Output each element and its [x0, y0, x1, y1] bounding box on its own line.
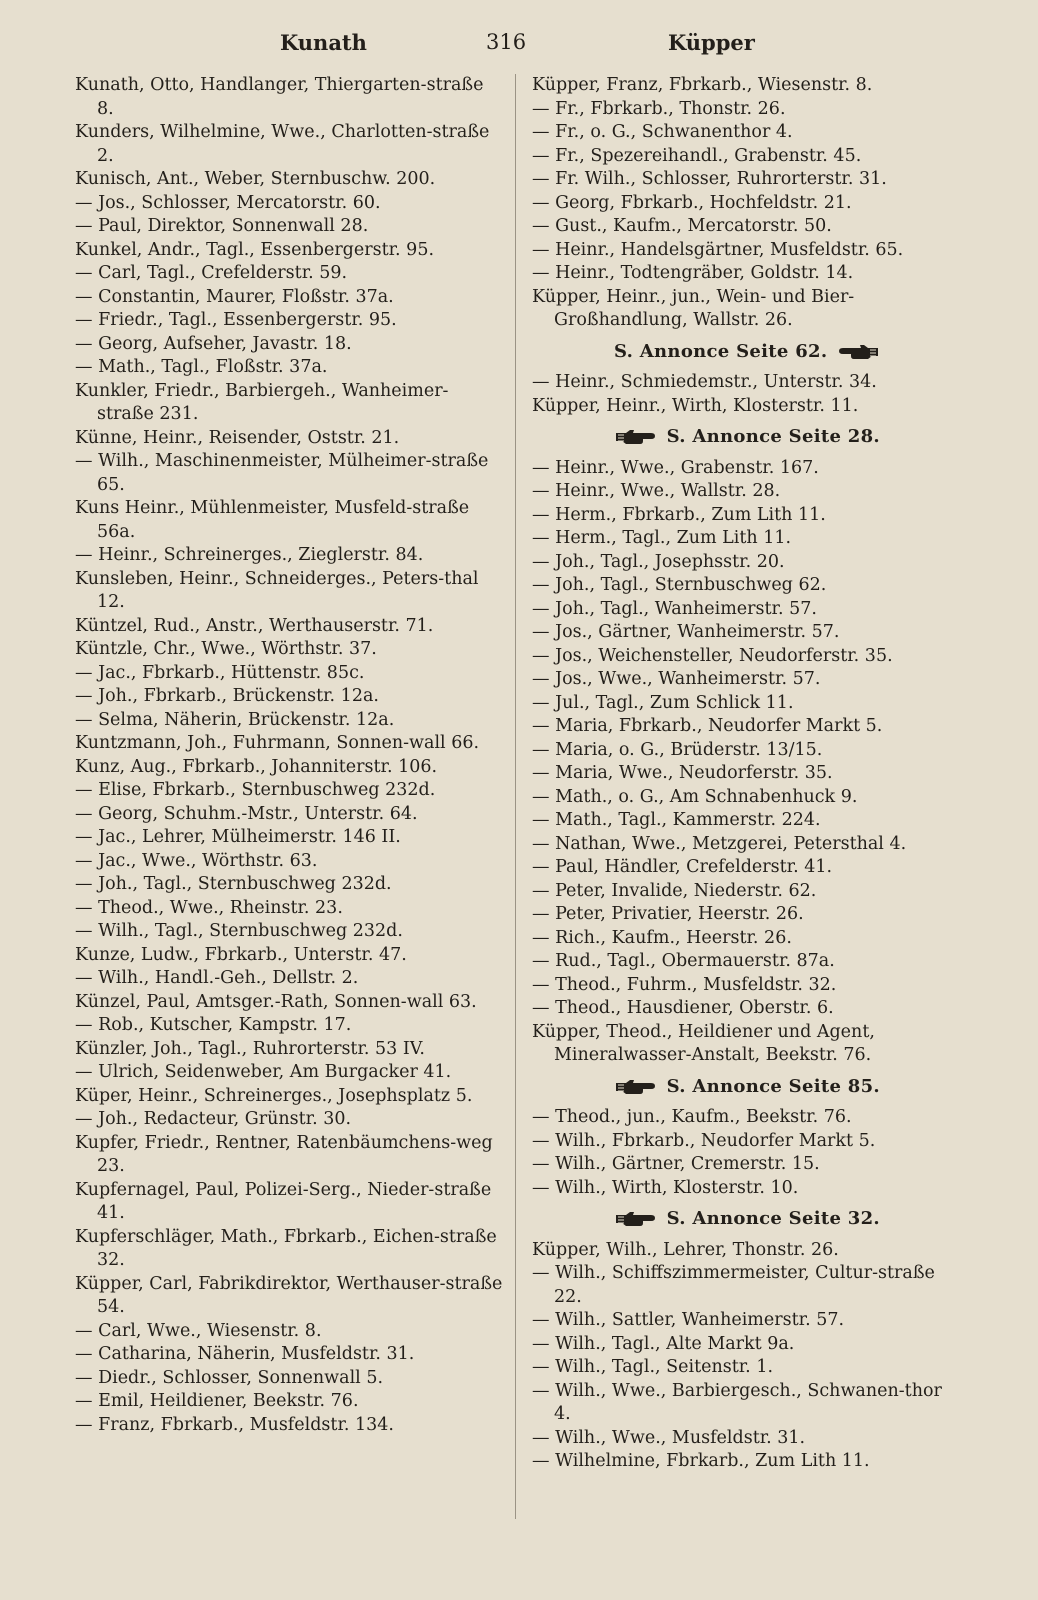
directory-entry: Künzel, Paul, Amtsger.-Rath, Sonnen-wall 63. — [75, 991, 477, 1012]
directory-entry: — Heinr., Schreinerges., Zieglerstr. 84. — [75, 545, 424, 565]
directory-entry: — Franz, Fbrkarb., Musfeldstr. 134. — [75, 1414, 394, 1435]
directory-entry: — Fr., o. G., Schwanenthor 4. — [532, 122, 793, 142]
directory-entry: Kunsleben, Heinr., Schneiderges., Peters-thal 12. — [75, 568, 479, 612]
directory-entry: — Wilh., Schiffszimmermeister, Cultur-straße 22. — [532, 1263, 935, 1307]
annonce-reference — [532, 1075, 962, 1099]
directory-entry: — Jul., Tagl., Zum Schlick 11. — [532, 692, 794, 713]
directory-entry: — Herm., Tagl., Zum Lith 11. — [532, 528, 792, 548]
annonce-reference — [532, 1207, 962, 1231]
directory-entry: Kuntzmann, Joh., Fuhrmann, Sonnen-wall 66. — [75, 733, 480, 753]
directory-entry: — Jos., Gärtner, Wanheimerstr. 57. — [532, 622, 840, 642]
directory-entry: — Theod., Fuhrm., Musfeldstr. 32. — [532, 974, 837, 995]
directory-entry: Kunath, Otto, Handlanger, Thiergarten-straße 8. — [75, 75, 484, 119]
directory-entry: — Theod., Hausdiener, Oberstr. 6. — [532, 998, 834, 1018]
directory-entry: — Gust., Kaufm., Mercatorstr. 50. — [532, 216, 832, 236]
directory-entry: — Carl, Wwe., Wiesenstr. 8. — [75, 1320, 322, 1341]
directory-entry: — Heinr., Schmiedemstr., Unterstr. 34. — [532, 372, 877, 392]
directory-entry: — Heinr., Handelsgärtner, Musfeldstr. 65. — [532, 239, 904, 260]
directory-entry: Küper, Heinr., Schreinerges., Josephsplatz 5. — [75, 1085, 473, 1106]
header-right-name: Küpper — [668, 30, 755, 55]
directory-entry: — Constantin, Maurer, Floßstr. 37a. — [75, 286, 394, 307]
directory-entry: — Rich., Kaufm., Heerstr. 26. — [532, 927, 792, 948]
directory-entry: Kupfer, Friedr., Rentner, Ratenbäumchens-weg 23. — [75, 1132, 493, 1176]
directory-entry: — Heinr., Wwe., Wallstr. 28. — [532, 481, 781, 501]
directory-entry: Küpper, Wilh., Lehrer, Thonstr. 26. — [532, 1239, 839, 1260]
directory-entry: — Nathan, Wwe., Metzgerei, Petersthal 4. — [532, 833, 907, 854]
directory-entry: Küpper, Carl, Fabrikdirektor, Werthauser-straße 54. — [75, 1273, 503, 1317]
directory-entry: — Wilh., Wwe., Musfeldstr. 31. — [532, 1427, 806, 1448]
directory-entry: — Wilh., Tagl., Seitenstr. 1. — [532, 1357, 774, 1377]
annonce-text: S. Annonce Seite 62. — [613, 340, 828, 362]
directory-entry: — Joh., Tagl., Sternbuschweg 62. — [532, 575, 827, 595]
directory-entry: — Wilh., Tagl., Alte Markt 9a. — [532, 1333, 795, 1354]
directory-entry: — Rob., Kutscher, Kampstr. 17. — [75, 1015, 352, 1035]
directory-entry: — Catharina, Näherin, Musfeldstr. 31. — [75, 1344, 415, 1364]
directory-entry: — Wilh., Wwe., Barbiergesch., Schwanen-thor 4. — [532, 1380, 942, 1424]
pointing-hand-icon — [834, 343, 880, 361]
directory-entry: — Jac., Wwe., Wörthstr. 63. — [75, 850, 318, 871]
directory-entry: Küpper, Theod., Heildiener und Agent, Mineralwasser-Anstalt, Beekstr. 76. — [532, 1021, 875, 1065]
directory-entry: — Wilh., Tagl., Sternbuschweg 232d. — [75, 921, 403, 941]
directory-entry: — Elise, Fbrkarb., Sternbuschweg 232d. — [75, 780, 436, 800]
directory-entry: — Theod., Wwe., Rheinstr. 23. — [75, 897, 343, 918]
directory-entry: — Heinr., Wwe., Grabenstr. 167. — [532, 457, 819, 478]
pointing-hand-icon — [614, 1078, 660, 1096]
directory-entry: Kupfernagel, Paul, Polizei-Serg., Nieder-straße 41. — [75, 1179, 492, 1223]
directory-entry: — Heinr., Todtengräber, Goldstr. 14. — [532, 263, 854, 283]
header-left-name: Kunath — [280, 30, 367, 55]
directory-entry: — Ulrich, Seidenweber, Am Burgacker 41. — [75, 1062, 452, 1082]
right-column — [532, 74, 962, 1474]
directory-entry: — Diedr., Schlosser, Sonnenwall 5. — [75, 1367, 384, 1388]
left-column — [75, 74, 505, 1437]
directory-entry: — Wilh., Handl.-Geh., Dellstr. 2. — [75, 968, 359, 988]
directory-entry: — Wilh., Sattler, Wanheimerstr. 57. — [532, 1310, 845, 1330]
directory-entry: Küntzle, Chr., Wwe., Wörthstr. 37. — [75, 639, 377, 659]
page-number: 316 — [486, 30, 527, 54]
directory-entry: — Fr., Fbrkarb., Thonstr. 26. — [532, 98, 786, 119]
page-header — [80, 26, 960, 60]
directory-entry: — Math., Tagl., Kammerstr. 224. — [532, 810, 821, 830]
directory-entry: — Jos., Wwe., Wanheimerstr. 57. — [532, 669, 821, 689]
directory-entry: — Georg, Aufseher, Javastr. 18. — [75, 333, 352, 354]
directory-entry: — Theod., jun., Kaufm., Beekstr. 76. — [532, 1107, 852, 1127]
directory-entry: — Wilh., Gärtner, Cremerstr. 15. — [532, 1154, 820, 1174]
column-divider — [515, 74, 516, 1519]
directory-entry: — Joh., Tagl., Wanheimerstr. 57. — [532, 598, 817, 619]
directory-entry: Kunze, Ludw., Fbrkarb., Unterstr. 47. — [75, 944, 407, 965]
directory-entry: — Joh., Fbrkarb., Brückenstr. 12a. — [75, 686, 379, 706]
directory-entry: — Maria, Fbrkarb., Neudorfer Markt 5. — [532, 716, 883, 736]
directory-entry: — Maria, Wwe., Neudorferstr. 35. — [532, 763, 833, 783]
directory-entry: Küpper, Franz, Fbrkarb., Wiesenstr. 8. — [532, 75, 873, 95]
annonce-text: S. Annonce Seite 85. — [666, 1075, 881, 1097]
directory-entry: — Math., o. G., Am Schnabenhuck 9. — [532, 786, 858, 807]
directory-entry: — Peter, Invalide, Niederstr. 62. — [532, 880, 817, 901]
directory-entry: — Wilh., Fbrkarb., Neudorfer Markt 5. — [532, 1130, 876, 1151]
annonce-reference — [532, 340, 962, 364]
directory-entry: — Georg, Schuhm.-Mstr., Unterstr. 64. — [75, 803, 418, 824]
directory-entry: Kunkler, Friedr., Barbiergeh., Wanheimer-straße 231. — [75, 380, 449, 424]
directory-entry: — Rud., Tagl., Obermauerstr. 87a. — [532, 951, 835, 971]
pointing-hand-icon — [614, 1210, 660, 1228]
annonce-reference — [532, 425, 962, 449]
pointing-hand-icon — [614, 428, 660, 446]
directory-entry: — Georg, Fbrkarb., Hochfeldstr. 21. — [532, 192, 852, 213]
directory-entry: — Joh., Tagl., Sternbuschweg 232d. — [75, 874, 392, 894]
directory-entry: Kuns Heinr., Mühlenmeister, Musfeld-straße 56a. — [75, 498, 470, 542]
directory-entry: — Wilh., Wirth, Klosterstr. 10. — [532, 1177, 799, 1198]
directory-entry: — Joh., Tagl., Josephsstr. 20. — [532, 551, 785, 572]
directory-entry: — Paul, Direktor, Sonnenwall 28. — [75, 216, 369, 236]
directory-entry: — Fr., Spezereihandl., Grabenstr. 45. — [532, 145, 862, 166]
directory-entry: Kunkel, Andr., Tagl., Essenbergerstr. 95. — [75, 239, 435, 260]
directory-entry: — Jac., Fbrkarb., Hüttenstr. 85c. — [75, 662, 365, 683]
directory-entry: — Wilh., Maschinenmeister, Mülheimer-straße 65. — [75, 451, 489, 495]
directory-entry: — Friedr., Tagl., Essenbergerstr. 95. — [75, 310, 397, 330]
directory-entry: — Emil, Heildiener, Beekstr. 76. — [75, 1391, 359, 1411]
directory-entry: — Carl, Tagl., Crefelderstr. 59. — [75, 263, 348, 283]
directory-entry: — Wilhelmine, Fbrkarb., Zum Lith 11. — [532, 1451, 870, 1471]
directory-entry: Kunders, Wilhelmine, Wwe., Charlotten-straße 2. — [75, 122, 490, 166]
directory-entry: — Math., Tagl., Floßstr. 37a. — [75, 357, 328, 377]
directory-entry: Künne, Heinr., Reisender, Oststr. 21. — [75, 427, 400, 448]
annonce-text: S. Annonce Seite 28. — [666, 426, 881, 447]
directory-entry: — Joh., Redacteur, Grünstr. 30. — [75, 1109, 352, 1129]
directory-entry: — Jos., Schlosser, Mercatorstr. 60. — [75, 192, 381, 213]
directory-entry: Küntzel, Rud., Anstr., Werthauserstr. 71. — [75, 615, 434, 636]
directory-entry: — Fr. Wilh., Schlosser, Ruhrorterstr. 31. — [532, 169, 887, 189]
annonce-text: S. Annonce Seite 32. — [666, 1208, 881, 1229]
directory-entry: Kupferschläger, Math., Fbrkarb., Eichen-straße 32. — [75, 1226, 497, 1270]
directory-entry: — Peter, Privatier, Heerstr. 26. — [532, 904, 804, 924]
directory-entry: Kunisch, Ant., Weber, Sternbuschw. 200. — [75, 169, 436, 189]
directory-entry: — Jos., Weichensteller, Neudorferstr. 35. — [532, 645, 893, 666]
directory-entry: — Jac., Lehrer, Mülheimerstr. 146 II. — [75, 827, 401, 847]
directory-entry: — Herm., Fbrkarb., Zum Lith 11. — [532, 504, 826, 525]
directory-entry: — Paul, Händler, Crefelderstr. 41. — [532, 857, 833, 877]
directory-entry: — Selma, Näherin, Brückenstr. 12a. — [75, 709, 395, 730]
directory-entry: — Maria, o. G., Brüderstr. 13/15. — [532, 739, 823, 760]
directory-entry: Küpper, Heinr., jun., Wein- und Bier-Großhandlung, Wallstr. 26. — [532, 286, 855, 330]
directory-entry: Küpper, Heinr., Wirth, Klosterstr. 11. — [532, 395, 859, 416]
directory-entry: Künzler, Joh., Tagl., Ruhrorterstr. 53 IV. — [75, 1038, 425, 1059]
directory-entry: Kunz, Aug., Fbrkarb., Johanniterstr. 106. — [75, 756, 438, 777]
